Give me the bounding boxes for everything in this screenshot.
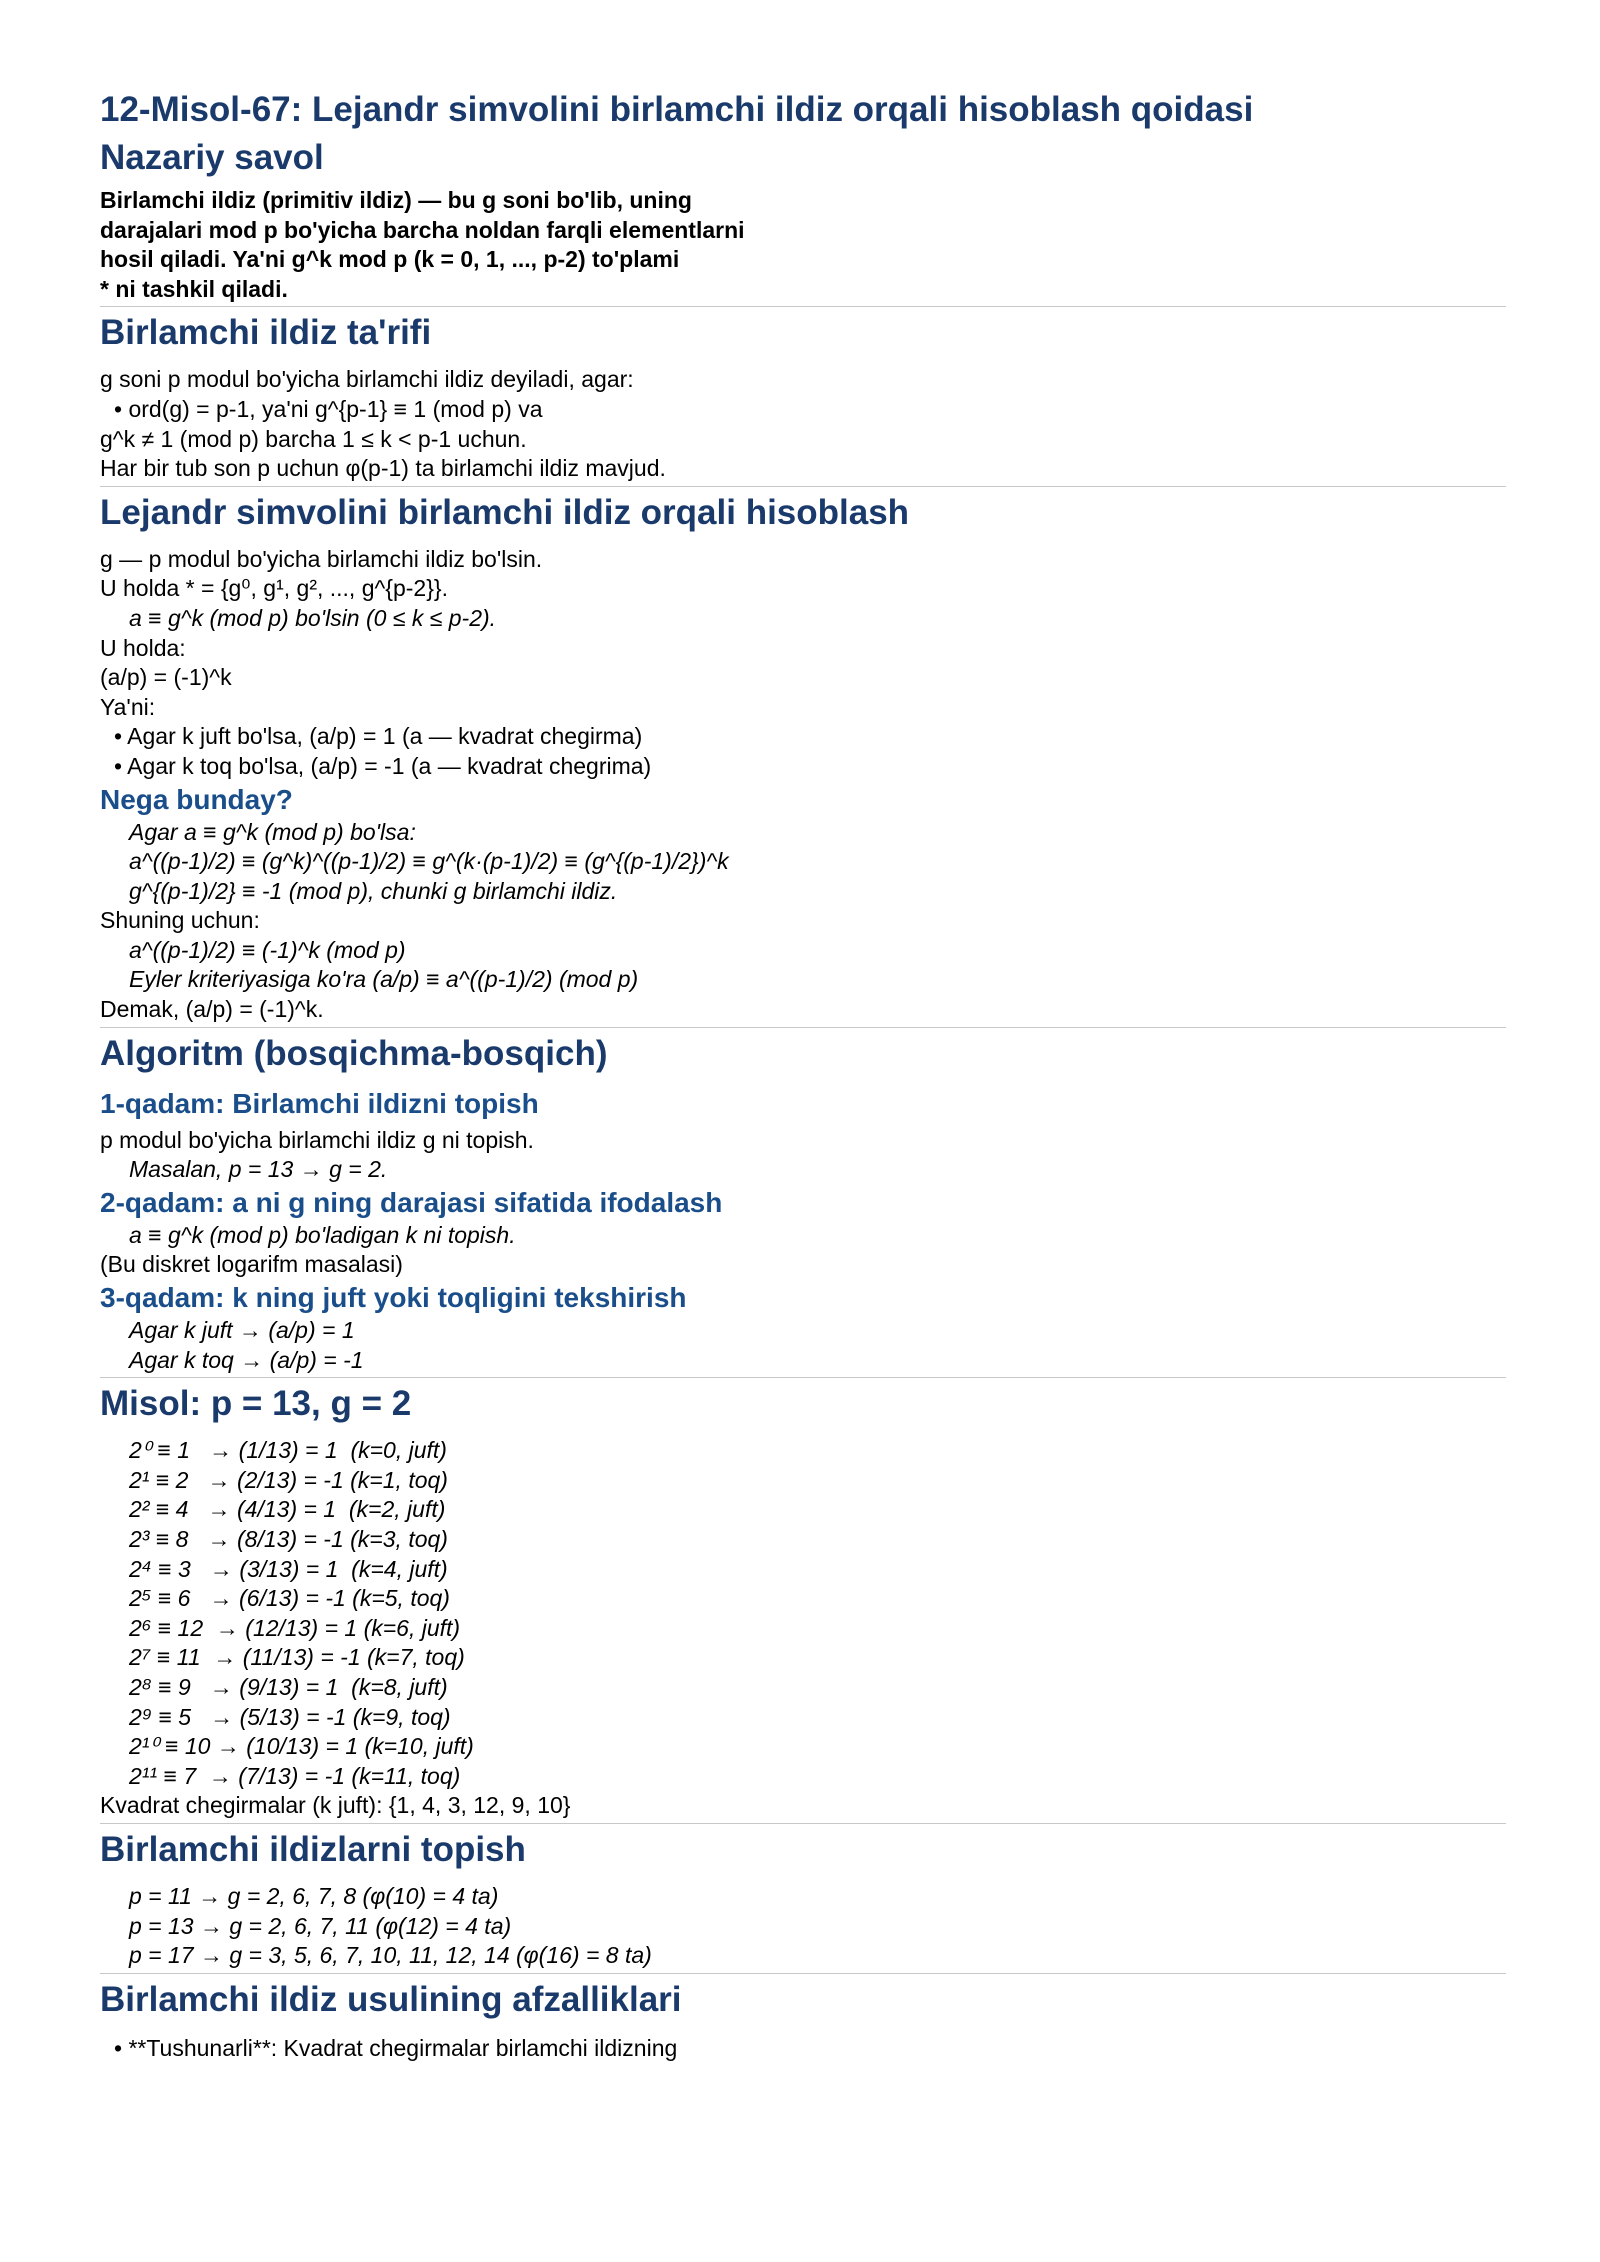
divider	[100, 486, 1506, 487]
formula-line: p = 13 → g = 2, 6, 7, 11 (φ(12) = 4 ta)	[129, 1912, 512, 1939]
divider	[100, 306, 1506, 307]
step-3-title: 3-qadam: k ning juft yoki toqligini tekshirish	[100, 1282, 687, 1314]
text-line: U holda:	[100, 634, 186, 661]
bullet-item: • ord(g) = p-1, ya'ni g^{p-1} ≡ 1 (mod p) va	[114, 395, 543, 422]
section-heading-lejandr: Lejandr simvolini birlamchi ildiz orqali hisoblash	[100, 492, 910, 532]
text-line: Kvadrat chegirmalar (k juft): {1, 4, 3, 12, 9, 10}	[100, 1792, 571, 1819]
example-row: 2⁰ ≡ 1 → (1/13) = 1 (k=0, juft)	[129, 1437, 447, 1464]
divider	[100, 1823, 1506, 1824]
text-line: darajalari mod p bo'yicha barcha noldan farqli elementlarni	[100, 216, 745, 243]
example-row: 2⁷ ≡ 11 → (11/13) = -1 (k=7, toq)	[129, 1644, 465, 1671]
step-1-title: 1-qadam: Birlamchi ildizni topish	[100, 1087, 539, 1119]
bullet-item: • Agar k juft bo'lsa, (a/p) = 1 (a — kvadrat chegirma)	[114, 723, 643, 750]
section-heading-algoritm: Algoritm (bosqichma-bosqich)	[100, 1033, 608, 1073]
section-heading-topish: Birlamchi ildizlarni topish	[100, 1829, 526, 1869]
example-table	[100, 1436, 1500, 1791]
step-2-title: 2-qadam: a ni g ning darajasi sifatida ifodalash	[100, 1186, 723, 1218]
example-row: 2³ ≡ 8 → (8/13) = -1 (k=3, toq)	[129, 1526, 448, 1552]
text-line: g soni p modul bo'yicha birlamchi ildiz deyiladi, agar:	[100, 366, 634, 393]
text-line: U holda * = {g⁰, g¹, g², ..., g^{p-2}}.	[100, 575, 448, 602]
text-line: * ni tashkil qiladi.	[100, 275, 288, 302]
text-line: Demak, (a/p) = (-1)^k.	[100, 996, 324, 1023]
subheading-nega: Nega bunday?	[100, 783, 293, 815]
text-line: hosil qiladi. Ya'ni g^k mod p (k = 0, 1, ..., p-2) to'plami	[100, 246, 680, 273]
nazariy-paragraph	[100, 186, 1500, 304]
example-row: 2² ≡ 4 → (4/13) = 1 (k=2, juft)	[129, 1496, 446, 1523]
text-line: Har bir tub son p uchun φ(p-1) ta birlamchi ildiz mavjud.	[100, 455, 666, 482]
example-row: 2¹¹ ≡ 7 → (7/13) = -1 (k=11, toq)	[129, 1762, 461, 1789]
text-line: Shuning uchun:	[100, 907, 260, 934]
section-heading-tarif: Birlamchi ildiz ta'rifi	[100, 313, 432, 353]
divider	[100, 1027, 1506, 1028]
text-line: Birlamchi ildiz (primitiv ildiz) — bu g soni bo'lib, uning	[100, 187, 692, 213]
formula-line: g^{(p-1)/2} ≡ -1 (mod p), chunki g birlamchi ildiz.	[129, 877, 618, 904]
formula-line: Agar a ≡ g^k (mod p) bo'lsa:	[129, 818, 416, 845]
example-row: 2⁸ ≡ 9 → (9/13) = 1 (k=8, juft)	[129, 1673, 448, 1700]
formula-line: Eyler kriteriyasiga ko'ra (a/p) ≡ a^((p-1)/2) (mod p)	[129, 966, 639, 993]
formula-line: Agar k toq → (a/p) = -1	[129, 1346, 364, 1373]
formula-line: Masalan, p = 13 → g = 2.	[129, 1156, 388, 1183]
formula-line: a ≡ g^k (mod p) bo'lsin (0 ≤ k ≤ p-2).	[129, 604, 497, 631]
divider	[100, 1973, 1506, 1974]
formula-line: a^((p-1)/2) ≡ (g^k)^((p-1)/2) ≡ g^(k·(p-1)/2) ≡ (g^{(p-1)/2})^k	[129, 848, 729, 875]
text-line: (Bu diskret logarifm masalasi)	[100, 1251, 403, 1278]
example-row: 2⁵ ≡ 6 → (6/13) = -1 (k=5, toq)	[129, 1585, 450, 1612]
bullet-item: • Agar k toq bo'lsa, (a/p) = -1 (a — kvadrat chegrima)	[114, 752, 652, 779]
text-line: g — p modul bo'yicha birlamchi ildiz bo'lsin.	[100, 545, 543, 572]
text-line: Ya'ni:	[100, 693, 156, 720]
text-line: g^k ≠ 1 (mod p) barcha 1 ≤ k < p-1 uchun.	[100, 425, 527, 452]
formula-line: (a/p) = (-1)^k	[100, 664, 232, 691]
section-heading-misol: Misol: p = 13, g = 2	[100, 1384, 412, 1424]
example-row: 2¹⁰ ≡ 10 → (10/13) = 1 (k=10, juft)	[129, 1733, 474, 1760]
divider	[100, 1377, 1506, 1378]
text-line: p modul bo'yicha birlamchi ildiz g ni topish.	[100, 1126, 534, 1153]
example-row: 2⁶ ≡ 12 → (12/13) = 1 (k=6, juft)	[129, 1614, 461, 1641]
section-heading-nazariy: Nazariy savol	[100, 138, 324, 177]
bullet-item: • **Tushunarli**: Kvadrat chegirmalar birlamchi ildizning	[114, 2034, 678, 2061]
example-row: 2¹ ≡ 2 → (2/13) = -1 (k=1, toq)	[129, 1466, 448, 1493]
page-title: 12-Misol-67: Lejandr simvolini birlamchi ildiz orqali hisoblash qoidasi	[100, 90, 1254, 129]
section-heading-afzal: Birlamchi ildiz usulining afzalliklari	[100, 1979, 682, 2019]
formula-line: p = 17 → g = 3, 5, 6, 7, 10, 11, 12, 14 (φ(16) = 8 ta)	[129, 1942, 652, 1969]
formula-line: a^((p-1)/2) ≡ (-1)^k (mod p)	[129, 936, 406, 963]
example-row: 2⁴ ≡ 3 → (3/13) = 1 (k=4, juft)	[129, 1555, 448, 1582]
formula-line: Agar k juft → (a/p) = 1	[129, 1317, 355, 1344]
formula-line: p = 11 → g = 2, 6, 7, 8 (φ(10) = 4 ta)	[129, 1882, 499, 1909]
example-row: 2⁹ ≡ 5 → (5/13) = -1 (k=9, toq)	[129, 1703, 451, 1730]
formula-line: a ≡ g^k (mod p) bo'ladigan k ni topish.	[129, 1221, 516, 1248]
